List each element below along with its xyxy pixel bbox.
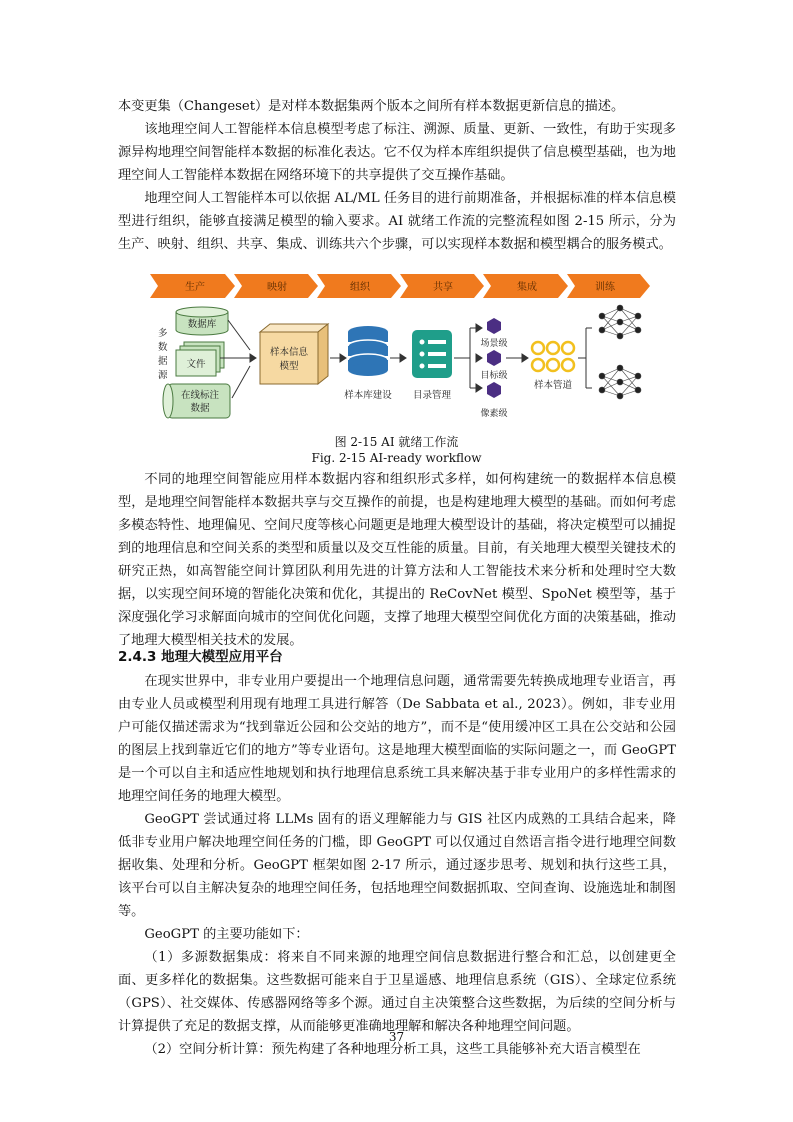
hexagon-icon [487,318,501,334]
paragraph: 不同的地理空间智能应用样本数据内容和组织形式多样，如何构建统一的数据样本信息模型，是地理空间智能样本数据共享与交互操作的前提，也是构建地理大模型的基础。而如何考虑多模态特性、地理偏见、空间尺度等核心问题更是地理大模型设计的基础，将决定模型可以捕捉到的地理信息和空间关系的类型和质量以及交互性能的质量。目前，有关地理大模型关键技术的研究正热，如高智能空间计算团队利用先进的计算方法和人工智能技术来分析和处理时空大数据，以实现空间环境的智能化决策和优化，其提出的 ReCovNet 模型、SpoNet 模型等，基于深度强化学习求解面向城市的空间优化问题，支撑了地理大模型空间优化方面的决策基础，推动了地理大模型相关技术的发展。 [118,472,676,648]
neural-network-icon [599,305,641,399]
catalog-label: 目录管理 [412,390,452,401]
paragraph: 该地理空间人工智能样本信息模型考虑了标注、溯源、质量、更新、一致性，有助于实现多源异构地理空间智能样本数据的标准化表达。它不仅为样本库组织提供了信息模型基础，也为地理空间人工智能样本数据在网络环境下的共享提供了交互操作基础。 [118,122,676,183]
paragraph: 在现实世界中，非专业用户要提出一个地理信息问题，通常需要先转换成地理专业语言，再由专业人员或模型利用现有地理工具进行解答（De Sabbata et al., 2023）。例如，非专业用户可能仅描述需求为“找到靠近公园和公交站的地方”，而不是“使用缓冲区工具在公交站和公园的图层上找到靠近它们的地方”等专业语句。这是地理大模型面临的实际问题之一，而 GeoGPT 是一个可以自主和适应性地规划和执行地理信息系统工具来解决基于非专业用户的多样性需求的地理空间任务的地理大模型。 [118,674,676,804]
section-heading: 2.4.3 地理大模型应用平台 [118,649,283,665]
source-online-annotation [163,384,230,418]
paragraph: （1）多源数据集成：将来自不同来源的地理空间信息数据进行整合和汇总，以创建更全面、更多样化的数据集。这些数据可能来自于卫星遥感、地理信息系统（GIS）、全球定位系统（GPS）、社交媒体、传感器网络等多个源。通过自主决策整合这些数据，为后续的空间分析与计算提供了充足的数据支撑，从而能够更准确地理解和解决各种地理空间问题。 [118,950,676,1034]
source-database [176,307,228,335]
workflow-arrows [150,274,650,298]
source-label-text: 数据库 [187,319,217,330]
page-number: 37 [388,1030,405,1044]
arrow-label: 映射 [267,282,287,293]
pipeline-icon [532,342,574,371]
hexagon-icon [487,350,501,366]
body-text-mid [118,468,676,652]
paragraph: 地理空间人工智能样本可以依据 AL/ML 任务目的进行前期准备，并根据标准的样本信息模型进行组织，能够直接满足模型的输入要求。AI 就绪工作流的完整流程如图 2-15 所示，分为生产、映射、组织、共享、集成、训练共六个步骤，可以实现样本数据和模型耦合的服务模式。 [118,191,676,252]
svg-text:源: 源 [158,370,168,381]
level-label: 目标级 [480,371,508,381]
level-label: 像素级 [480,409,508,419]
level-hexagons [480,318,507,419]
paragraph: 本变更集（Changeset）是对样本数据集两个版本之间所有样本数据更新信息的描述。 [118,99,625,114]
body-text-bottom [118,670,676,1061]
svg-text:数: 数 [158,342,168,353]
source-label [158,327,168,381]
source-label-text: 在线标注 [180,390,220,401]
arrow-label: 集成 [517,282,537,293]
figure-caption-cn: 图 2-15 AI 就绪工作流 [334,435,459,449]
ai-ready-workflow-figure [150,270,650,430]
figure-caption-en: Fig. 2-15 AI-ready workflow [311,451,482,465]
sample-db-icon [344,326,392,401]
db-label: 样本库建设 [344,390,392,401]
source-label-text: 文件 [186,359,206,370]
paragraph: （2）空间分析计算：预先构建了各种地理分析工具，这些工具能够补充大语言模型在 [144,1042,641,1057]
sample-model-text: 样本信息 [269,347,309,358]
pipeline-label: 样本管道 [533,380,573,391]
arrow-label: 训练 [595,282,615,293]
arrow-label: 生产 [185,282,205,293]
svg-text:据: 据 [158,356,168,367]
sample-info-model-box [260,324,328,384]
arrow-label: 共享 [433,282,453,293]
paragraph: GeoGPT 尝试通过将 LLMs 固有的语义理解能力与 GIS 社区内成熟的工具结合起来，降低非专业用户解决地理空间任务的门槛，即 GeoGPT 可以仅通过自然语言指令进行地理空间数据收集、处理和分析。GeoGPT 框架如图 2-17 所示，通过逐步思考、规划和执行这些工具，该平台可以自主解决复杂的地理空间任务，包括地理空间数据抓取、空间查询、设施选址和制图等。 [118,812,676,919]
paragraph: GeoGPT 的主要功能如下： [144,927,309,942]
sample-model-text: 模型 [279,361,299,372]
arrow-label: 组织 [350,282,370,293]
source-label-text: 数据 [190,403,210,414]
hexagon-icon [487,382,501,398]
level-label: 场景级 [480,339,508,349]
body-text-top [118,95,676,256]
svg-text:多: 多 [158,328,168,339]
source-files [176,342,224,376]
catalog-icon [412,330,452,401]
